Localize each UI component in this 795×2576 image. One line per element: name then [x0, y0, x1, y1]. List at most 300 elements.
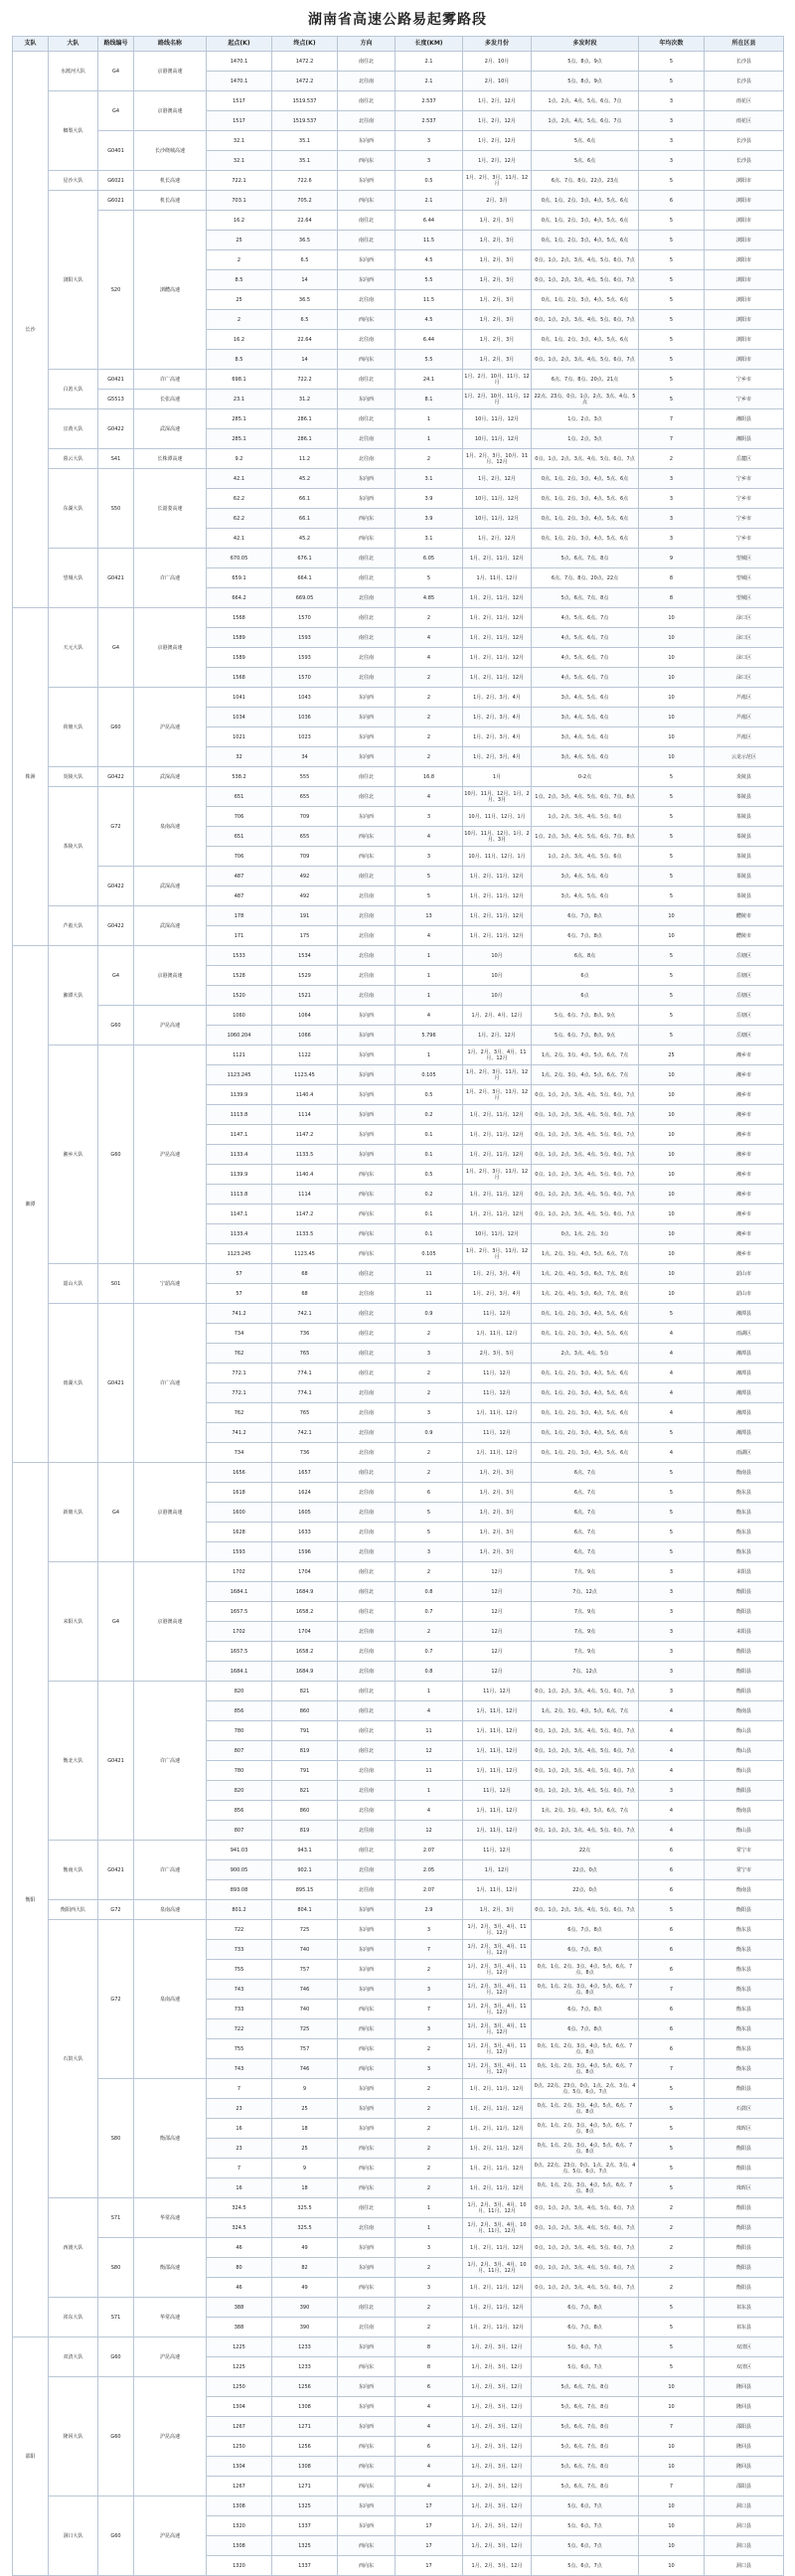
months-cell: 1月、11月、12月	[463, 1701, 532, 1721]
length-cell: 2.1	[396, 52, 463, 72]
length-cell: 5.796	[396, 1026, 463, 1046]
county-cell: 衡阳县	[705, 2278, 784, 2298]
county-cell: 岳塘区	[705, 1026, 784, 1046]
start-km-cell: 1589	[207, 648, 272, 668]
county-cell: 岳塘区	[705, 986, 784, 1006]
end-km-cell: 1147.2	[272, 1125, 338, 1145]
months-cell: 12月	[463, 1662, 532, 1682]
road-code-cell: G4	[98, 52, 134, 91]
county-cell: 衡东县	[705, 1542, 784, 1562]
county-cell: 湘乡市	[705, 1165, 784, 1185]
county-cell: 湘阴县	[705, 429, 784, 449]
annual-count-cell: 5	[639, 350, 705, 370]
length-cell: 4.85	[396, 588, 463, 608]
hours-cell: 4点、5点、6点、7点	[532, 608, 639, 628]
months-cell: 2月、3月	[463, 191, 532, 211]
table-row	[13, 1920, 784, 1940]
end-km-cell: 9	[272, 2079, 338, 2099]
annual-count-cell: 7	[639, 2417, 705, 2437]
direction-cell: 南往北	[338, 1721, 396, 1741]
end-km-cell: 757	[272, 1960, 338, 1980]
road-code-cell: G60	[98, 1046, 134, 1264]
start-km-cell: 23	[207, 2139, 272, 2159]
hours-cell: 5点、6点、7点、8点	[532, 2417, 639, 2437]
direction-cell: 南往北	[338, 1602, 396, 1622]
end-km-cell: 742.1	[272, 1304, 338, 1324]
annual-count-cell: 10	[639, 2496, 705, 2516]
direction-cell: 东向西	[338, 807, 396, 827]
length-cell: 2	[396, 1622, 463, 1642]
brigade-cell: 祁东大队	[49, 2298, 98, 2337]
months-cell: 2月、10月	[463, 52, 532, 72]
road-code-cell: G6021	[98, 171, 134, 191]
road-name-cell: 京港澳高速	[134, 608, 207, 688]
annual-count-cell: 10	[639, 727, 705, 747]
county-cell: 衡东县	[705, 1980, 784, 2000]
end-km-cell: 676.1	[272, 549, 338, 568]
start-km-cell: 1113.8	[207, 1105, 272, 1125]
months-cell: 1月、2月、3月、12月	[463, 2437, 532, 2457]
table-row	[13, 2238, 784, 2258]
county-cell: 湘潭县	[705, 1304, 784, 1324]
start-km-cell: 1470.1	[207, 72, 272, 91]
annual-count-cell: 5	[639, 211, 705, 231]
length-cell: 12	[396, 1741, 463, 1761]
county-cell: 双清区	[705, 2357, 784, 2377]
annual-count-cell: 10	[639, 1145, 705, 1165]
brigade-cell: 芦淞大队	[49, 906, 98, 946]
end-km-cell: 746	[272, 1980, 338, 2000]
direction-cell: 北往南	[338, 2318, 396, 2337]
detachment-cell: 湘潭	[13, 946, 49, 1463]
start-km-cell: 1600	[207, 1503, 272, 1523]
hours-cell: 6点、7点	[532, 1503, 639, 1523]
hours-cell: 3点、4点、5点、6点	[532, 886, 639, 906]
annual-count-cell: 3	[639, 1562, 705, 1582]
annual-count-cell: 3	[639, 1682, 705, 1701]
length-cell: 5	[396, 1523, 463, 1542]
length-cell: 2	[396, 1364, 463, 1383]
direction-cell: 南往北	[338, 608, 396, 628]
length-cell: 0.7	[396, 1642, 463, 1662]
hours-cell: 0点、1点、2点、3点、4点、5点、6点、7点、8点	[532, 2099, 639, 2119]
direction-cell: 东向西	[338, 1900, 396, 1920]
table-row	[13, 91, 784, 111]
start-km-cell: 285.1	[207, 429, 272, 449]
months-cell: 1月、11月、12月	[463, 1761, 532, 1781]
county-cell: 炎陵县	[705, 767, 784, 787]
start-km-cell: 1304	[207, 2397, 272, 2417]
direction-cell: 东向西	[338, 270, 396, 290]
county-cell: 望城区	[705, 568, 784, 588]
months-cell: 11月、12月	[463, 1423, 532, 1443]
months-cell: 1月、2月、12月	[463, 1026, 532, 1046]
end-km-cell: 18	[272, 2119, 338, 2139]
start-km-cell: 1702	[207, 1622, 272, 1642]
hours-cell: 0点、1点、2点、3点、4点、5点、6点	[532, 191, 639, 211]
length-cell: 4	[396, 787, 463, 807]
months-cell: 1月、2月、3月、11月、12月	[463, 1165, 532, 1185]
end-km-cell: 1064	[272, 1006, 338, 1026]
direction-cell: 南往北	[338, 787, 396, 807]
annual-count-cell: 3	[639, 1781, 705, 1801]
county-cell: 湘潭县	[705, 1344, 784, 1364]
length-cell: 0.5	[396, 171, 463, 191]
brigade-cell: 韶山大队	[49, 1264, 98, 1304]
county-cell: 渌口区	[705, 668, 784, 688]
end-km-cell: 49	[272, 2238, 338, 2258]
months-cell: 10月、11月、12月、1月、2月、3月	[463, 787, 532, 807]
start-km-cell: 1147.1	[207, 1205, 272, 1224]
direction-cell: 西向东	[338, 2159, 396, 2178]
months-cell: 1月、12月	[463, 1860, 532, 1880]
annual-count-cell: 10	[639, 668, 705, 688]
annual-count-cell: 5	[639, 2337, 705, 2357]
hours-cell: 7点、12点	[532, 1662, 639, 1682]
months-cell: 1月、2月、11月、12月	[463, 1125, 532, 1145]
hours-cell: 3点、4点、5点、6点	[532, 867, 639, 886]
end-km-cell: 325.5	[272, 2198, 338, 2218]
annual-count-cell: 5	[639, 1304, 705, 1324]
hours-cell: 5点、8点、9点	[532, 72, 639, 91]
direction-cell: 北往南	[338, 1542, 396, 1562]
brigade-cell: 湘潭大队	[49, 946, 98, 1046]
brigade-cell: 双清大队	[49, 2337, 98, 2377]
road-code-cell: G5513	[98, 390, 134, 409]
hours-cell: 22点、23点、0点、1点、2点、3点、4点、5点	[532, 390, 639, 409]
direction-cell: 北往南	[338, 946, 396, 966]
start-km-cell: 807	[207, 1821, 272, 1841]
hours-cell: 1点、2点、3点、4点、5点、6点	[532, 807, 639, 827]
table-row	[13, 1006, 784, 1026]
direction-cell: 东向西	[338, 1046, 396, 1065]
start-km-cell: 820	[207, 1682, 272, 1701]
annual-count-cell: 5	[639, 847, 705, 867]
end-km-cell: 1684.9	[272, 1662, 338, 1682]
start-km-cell: 1470.1	[207, 52, 272, 72]
county-cell: 宁乡市	[705, 469, 784, 489]
end-km-cell: 36.5	[272, 290, 338, 310]
start-km-cell: 16	[207, 2119, 272, 2139]
county-cell: 湘乡市	[705, 1244, 784, 1264]
end-km-cell: 286.1	[272, 409, 338, 429]
months-cell: 1月、2月、3月、12月	[463, 2536, 532, 2556]
start-km-cell: 722	[207, 1920, 272, 1940]
annual-count-cell: 5	[639, 886, 705, 906]
direction-cell: 西向东	[338, 2457, 396, 2477]
county-cell: 衡南县	[705, 1880, 784, 1900]
table-row	[13, 370, 784, 390]
months-cell: 1月、2月、3月、4月、10月、11月、12月	[463, 2258, 532, 2278]
months-cell: 1月、2月、12月	[463, 529, 532, 549]
hours-cell: 7点、9点	[532, 1642, 639, 1662]
end-km-cell: 943.1	[272, 1841, 338, 1860]
start-km-cell: 743	[207, 1980, 272, 2000]
hours-cell: 0点、1点、2点、3点、4点、5点、6点	[532, 509, 639, 529]
hours-cell: 0点、1点、2点、3点、4点、5点、6点、7点	[532, 1165, 639, 1185]
end-km-cell: 791	[272, 1761, 338, 1781]
county-cell: 珠晖区	[705, 2178, 784, 2198]
months-cell: 1月、2月、3月、12月	[463, 2397, 532, 2417]
months-cell: 10月、11月、12月	[463, 509, 532, 529]
direction-cell: 西向东	[338, 310, 396, 330]
hours-cell: 4点、5点、6点、7点	[532, 668, 639, 688]
hours-cell: 0点、1点、2点、3点、4点、5点、6点	[532, 1423, 639, 1443]
end-km-cell: 722.6	[272, 171, 338, 191]
county-cell: 渌口区	[705, 608, 784, 628]
direction-cell: 北往南	[338, 1443, 396, 1463]
county-cell: 岳塘区	[705, 946, 784, 966]
length-cell: 3	[396, 1920, 463, 1940]
direction-cell: 南往北	[338, 1364, 396, 1383]
direction-cell: 东向西	[338, 131, 396, 151]
length-cell: 2	[396, 1562, 463, 1582]
annual-count-cell: 10	[639, 1065, 705, 1085]
length-cell: 2	[396, 2119, 463, 2139]
annual-count-cell: 5	[639, 1006, 705, 1026]
road-code-cell: G0421	[98, 549, 134, 608]
months-cell: 12月	[463, 1622, 532, 1642]
end-km-cell: 1271	[272, 2417, 338, 2437]
road-code-cell: G0421	[98, 370, 134, 390]
hours-cell: 0点、1点、2点、3点、4点、5点、6点、7点、8点	[532, 1980, 639, 2000]
annual-count-cell: 5	[639, 1542, 705, 1562]
length-cell: 11.5	[396, 290, 463, 310]
brigade-cell: 衡阳西大队	[49, 1900, 98, 1920]
end-km-cell: 1605	[272, 1503, 338, 1523]
hours-cell: 0点、1点、2点、3点、4点、5点、6点、7点	[532, 2238, 639, 2258]
months-cell: 11月、12月	[463, 1781, 532, 1801]
end-km-cell: 1122	[272, 1046, 338, 1065]
end-km-cell: 1519.537	[272, 91, 338, 111]
hours-cell: 0点、1点、2点、3点、4点、5点、6点、7点	[532, 449, 639, 469]
direction-cell: 西向东	[338, 151, 396, 171]
annual-count-cell: 3	[639, 131, 705, 151]
months-cell: 1月、2月、11月、12月	[463, 2238, 532, 2258]
direction-cell: 南往北	[338, 549, 396, 568]
start-km-cell: 42.1	[207, 469, 272, 489]
length-cell: 11	[396, 1721, 463, 1741]
months-cell: 1月、2月、3月、4月	[463, 708, 532, 727]
annual-count-cell: 7	[639, 1980, 705, 2000]
road-name-cell: 长韶娄高速	[134, 469, 207, 549]
start-km-cell: 171	[207, 926, 272, 946]
direction-cell: 东向西	[338, 469, 396, 489]
county-cell: 宁乡市	[705, 509, 784, 529]
months-cell: 1月、2月、3月、4月、11月、12月	[463, 1920, 532, 1940]
annual-count-cell: 6	[639, 1880, 705, 1900]
brigade-cell: 炎陵大队	[49, 767, 98, 787]
direction-cell: 东向西	[338, 688, 396, 708]
hours-cell: 0点、22点、23点、0点、1点、2点、3点、4点、5点、6点、7点	[532, 2079, 639, 2099]
road-code-cell: S50	[98, 469, 134, 549]
brigade-cell: 新塘大队	[49, 1463, 98, 1562]
length-cell: 0.9	[396, 1423, 463, 1443]
start-km-cell: 856	[207, 1801, 272, 1821]
county-cell: 衡东县	[705, 1920, 784, 1940]
hours-cell: 0点、1点、2点、3点、4点、5点、6点、7点	[532, 1781, 639, 1801]
road-name-cell: 许广高速	[134, 1682, 207, 1841]
start-km-cell: 1250	[207, 2377, 272, 2397]
start-km-cell: 1060.204	[207, 1026, 272, 1046]
start-km-cell: 16	[207, 2178, 272, 2198]
months-cell: 1月、2月、3月	[463, 270, 532, 290]
direction-cell: 南往北	[338, 2298, 396, 2318]
end-km-cell: 1043	[272, 688, 338, 708]
start-km-cell: 487	[207, 867, 272, 886]
road-code-cell: G60	[98, 1006, 134, 1046]
road-name-cell: 武深高速	[134, 906, 207, 946]
direction-cell: 东向西	[338, 747, 396, 767]
county-cell: 邵阳县	[705, 2417, 784, 2437]
hours-cell: 7点、12点	[532, 1582, 639, 1602]
hours-cell: 22点、0点	[532, 1860, 639, 1880]
length-cell: 1	[396, 409, 463, 429]
county-cell: 雨花区	[705, 111, 784, 131]
end-km-cell: 860	[272, 1801, 338, 1821]
start-km-cell: 42.1	[207, 529, 272, 549]
direction-cell: 西向东	[338, 2139, 396, 2159]
end-km-cell: 1325	[272, 2496, 338, 2516]
end-km-cell: 860	[272, 1701, 338, 1721]
county-cell: 醴陵市	[705, 926, 784, 946]
direction-cell: 东向西	[338, 1920, 396, 1940]
brigade-cell: 水渡河大队	[49, 52, 98, 91]
hours-cell: 6点	[532, 966, 639, 986]
direction-cell: 南往北	[338, 1701, 396, 1721]
start-km-cell: 2	[207, 250, 272, 270]
road-name-cell: 京港澳高速	[134, 1562, 207, 1682]
county-cell: 洞口县	[705, 2516, 784, 2536]
end-km-cell: 35.1	[272, 131, 338, 151]
hours-cell: 0点、1点、2点、3点、4点、5点、6点	[532, 211, 639, 231]
end-km-cell: 555	[272, 767, 338, 787]
start-km-cell: 706	[207, 847, 272, 867]
length-cell: 2	[396, 2258, 463, 2278]
annual-count-cell: 7	[639, 409, 705, 429]
road-name-cell: 许广高速	[134, 549, 207, 608]
annual-count-cell: 10	[639, 926, 705, 946]
road-code-cell: S71	[98, 2198, 134, 2238]
annual-count-cell: 5	[639, 827, 705, 847]
start-km-cell: 25	[207, 290, 272, 310]
annual-count-cell: 6	[639, 1860, 705, 1880]
start-km-cell: 324.5	[207, 2198, 272, 2218]
length-cell: 2	[396, 688, 463, 708]
county-cell: 浏阳市	[705, 191, 784, 211]
annual-count-cell: 5	[639, 986, 705, 1006]
start-km-cell: 388	[207, 2298, 272, 2318]
end-km-cell: 765	[272, 1344, 338, 1364]
months-cell: 1月、11月、12月	[463, 1721, 532, 1741]
county-cell: 衡阳县	[705, 1642, 784, 1662]
months-cell: 1月、2月、3月、4月、10月、11月、12月	[463, 2198, 532, 2218]
end-km-cell: 804.1	[272, 1900, 338, 1920]
length-cell: 4	[396, 2417, 463, 2437]
length-cell: 3	[396, 2059, 463, 2079]
road-code-cell: S41	[98, 449, 134, 469]
months-cell: 1月、11月、12月	[463, 1801, 532, 1821]
months-cell: 1月、2月、3月	[463, 1523, 532, 1542]
county-cell: 浏阳市	[705, 211, 784, 231]
length-cell: 17	[396, 2496, 463, 2516]
annual-count-cell: 3	[639, 489, 705, 509]
direction-cell: 东向西	[338, 1960, 396, 1980]
road-name-cell: 机长高速	[134, 171, 207, 191]
road-code-cell: S80	[98, 2079, 134, 2198]
start-km-cell: 1139.9	[207, 1085, 272, 1105]
end-km-cell: 1624	[272, 1483, 338, 1503]
end-km-cell: 1596	[272, 1542, 338, 1562]
hours-cell: 0点、1点、2点、3点、4点、5点、6点	[532, 1403, 639, 1423]
hours-cell: 0点、1点、2点、3点、4点、5点、6点	[532, 1324, 639, 1344]
start-km-cell: 807	[207, 1741, 272, 1761]
detachment-cell: 株洲	[13, 608, 49, 946]
start-km-cell: 1533	[207, 946, 272, 966]
hours-cell: 0点、1点、2点、3点、4点、5点、6点、7点	[532, 1721, 639, 1741]
annual-count-cell: 10	[639, 747, 705, 767]
table-row	[13, 2079, 784, 2099]
annual-count-cell: 2	[639, 2238, 705, 2258]
annual-count-cell: 10	[639, 1264, 705, 1284]
months-cell: 1月、2月、3月、4月、11月、12月	[463, 2059, 532, 2079]
months-cell: 1月、11月、12月	[463, 568, 532, 588]
start-km-cell: 780	[207, 1761, 272, 1781]
length-cell: 0.7	[396, 1602, 463, 1622]
county-cell: 宁乡市	[705, 489, 784, 509]
direction-cell: 东向西	[338, 2496, 396, 2516]
end-km-cell: 1066	[272, 1026, 338, 1046]
brigade-cell: 天元大队	[49, 608, 98, 688]
annual-count-cell: 6	[639, 1920, 705, 1940]
start-km-cell: 1139.9	[207, 1165, 272, 1185]
table-row	[13, 767, 784, 787]
start-km-cell: 856	[207, 1701, 272, 1721]
annual-count-cell: 4	[639, 1443, 705, 1463]
months-cell: 10月、11月、12月、1月	[463, 807, 532, 827]
end-km-cell: 655	[272, 787, 338, 807]
county-cell: 宁乡市	[705, 390, 784, 409]
end-km-cell: 709	[272, 847, 338, 867]
annual-count-cell: 6	[639, 2039, 705, 2059]
hours-cell: 5点、6点、7点	[532, 2496, 639, 2516]
start-km-cell: 659.1	[207, 568, 272, 588]
length-cell: 0.1	[396, 1224, 463, 1244]
start-km-cell: 1320	[207, 2556, 272, 2576]
brigade-cell: 暮云大队	[49, 449, 98, 469]
length-cell: 1	[396, 1046, 463, 1065]
county-cell: 衡东县	[705, 1523, 784, 1542]
detachment-cell: 邵阳	[13, 2337, 49, 2576]
county-cell: 衡阳县	[705, 1682, 784, 1701]
start-km-cell: 772.1	[207, 1364, 272, 1383]
length-cell: 2.1	[396, 72, 463, 91]
months-cell: 1月、11月、12月	[463, 1741, 532, 1761]
end-km-cell: 1521	[272, 986, 338, 1006]
months-cell: 1月、2月、3月、12月	[463, 2457, 532, 2477]
end-km-cell: 1704	[272, 1562, 338, 1582]
direction-cell: 北往南	[338, 1423, 396, 1443]
annual-count-cell: 4	[639, 1741, 705, 1761]
end-km-cell: 1256	[272, 2377, 338, 2397]
months-cell: 10月	[463, 986, 532, 1006]
hours-cell: 0点、1点、2点、3点、4点、5点、6点、7点	[532, 1205, 639, 1224]
hours-cell: 1点、2点、4点、5点、6点、7点、8点	[532, 1284, 639, 1304]
start-km-cell: 734	[207, 1324, 272, 1344]
end-km-cell: 492	[272, 867, 338, 886]
length-cell: 3	[396, 1344, 463, 1364]
length-cell: 3	[396, 847, 463, 867]
